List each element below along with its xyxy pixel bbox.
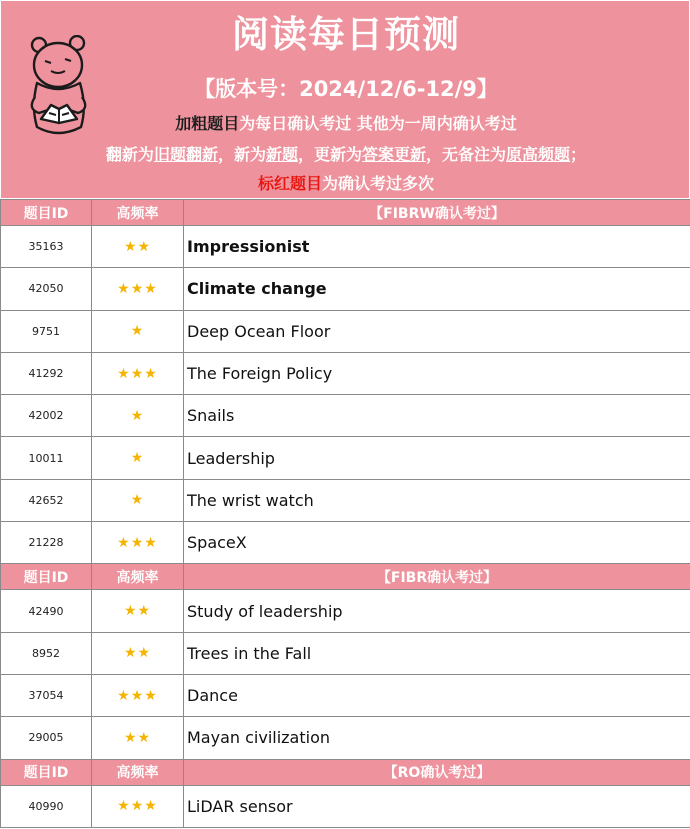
legend-text: ，新为 (217, 145, 266, 164)
frequency-stars: ★ (92, 310, 184, 352)
question-title: Deep Ocean Floor (184, 310, 690, 352)
question-id: 42490 (1, 590, 92, 632)
legend-term-updated: 答案更新 (362, 145, 427, 164)
column-header-frequency: 高频率 (92, 759, 184, 785)
question-title: Dance (184, 674, 690, 716)
question-title: Mayan civilization (184, 717, 690, 759)
table-row (1, 590, 690, 632)
section-header-row (1, 200, 690, 226)
legend-text: ； (570, 145, 587, 164)
question-id: 42050 (1, 268, 92, 310)
legend-red-term: 标红题目 (257, 174, 322, 193)
section-header-row (1, 759, 690, 785)
question-title: Leadership (184, 437, 690, 479)
question-title: LiDAR sensor (184, 785, 690, 827)
question-title: Trees in the Fall (184, 632, 690, 674)
frequency-stars: ★★ (92, 590, 184, 632)
frequency-stars: ★★★ (92, 352, 184, 394)
frequency-stars: ★★ (92, 717, 184, 759)
table-row (1, 522, 690, 564)
prediction-table (0, 199, 690, 828)
question-id: 29005 (1, 717, 92, 759)
frequency-stars: ★ (92, 479, 184, 521)
question-id: 10011 (1, 437, 92, 479)
question-title: Impressionist (184, 226, 690, 268)
legend-text: ，无备注为 (426, 145, 507, 164)
legend-bold-desc: 为每日确认考过 其他为一周内确认考过 (239, 114, 517, 133)
table-row (1, 352, 690, 394)
frequency-stars: ★★★ (92, 785, 184, 827)
section-header-row (1, 564, 690, 590)
table-row (1, 785, 690, 827)
table-row (1, 268, 690, 310)
question-title: The wrist watch (184, 479, 690, 521)
question-title: Study of leadership (184, 590, 690, 632)
version-label: 【版本号：2024/12/6-12/9】 (194, 77, 498, 101)
frequency-stars: ★★★ (92, 674, 184, 716)
question-id: 42002 (1, 395, 92, 437)
section-title: 【RO确认考过】 (184, 759, 690, 785)
frequency-stars: ★★★ (92, 268, 184, 310)
question-id: 8952 (1, 632, 92, 674)
question-title: Snails (184, 395, 690, 437)
column-header-id: 题目ID (1, 759, 92, 785)
column-header-frequency: 高频率 (92, 564, 184, 590)
column-header-id: 题目ID (1, 200, 92, 226)
question-id: 37054 (1, 674, 92, 716)
section-title: 【FIBRW确认考过】 (184, 200, 690, 226)
table-row (1, 395, 690, 437)
table-row (1, 632, 690, 674)
table-row (1, 479, 690, 521)
section-title: 【FIBR确认考过】 (184, 564, 690, 590)
question-id: 41292 (1, 352, 92, 394)
question-id: 40990 (1, 785, 92, 827)
question-id: 35163 (1, 226, 92, 268)
legend-term-frequent: 原高频题 (506, 145, 571, 164)
legend-red-desc: 为确认考过多次 (322, 174, 435, 193)
column-header-id: 题目ID (1, 564, 92, 590)
frequency-stars: ★ (92, 395, 184, 437)
legend-term-new: 新题 (265, 145, 298, 164)
table-row (1, 717, 690, 759)
table-row (1, 310, 690, 352)
legend-bold-term: 加粗题目 (175, 114, 240, 133)
page-title: 阅读每日预测 (232, 13, 460, 56)
legend-line-red (1, 171, 690, 197)
legend-text: 翻新为 (105, 145, 154, 164)
page-header (0, 0, 690, 199)
question-id: 9751 (1, 310, 92, 352)
column-header-frequency: 高频率 (92, 200, 184, 226)
frequency-stars: ★ (92, 437, 184, 479)
question-id: 21228 (1, 522, 92, 564)
legend-line-bold (1, 111, 690, 137)
frequency-stars: ★★★ (92, 522, 184, 564)
question-id: 42652 (1, 479, 92, 521)
frequency-stars: ★★ (92, 632, 184, 674)
table-row (1, 226, 690, 268)
legend-line-types (1, 142, 690, 168)
legend-text: ，更新为 (297, 145, 362, 164)
table-row (1, 674, 690, 716)
table-row (1, 437, 690, 479)
question-title: Climate change (184, 268, 690, 310)
question-title: SpaceX (184, 522, 690, 564)
question-title: The Foreign Policy (184, 352, 690, 394)
legend-term-renewed: 旧题翻新 (153, 145, 218, 164)
frequency-stars: ★★ (92, 226, 184, 268)
